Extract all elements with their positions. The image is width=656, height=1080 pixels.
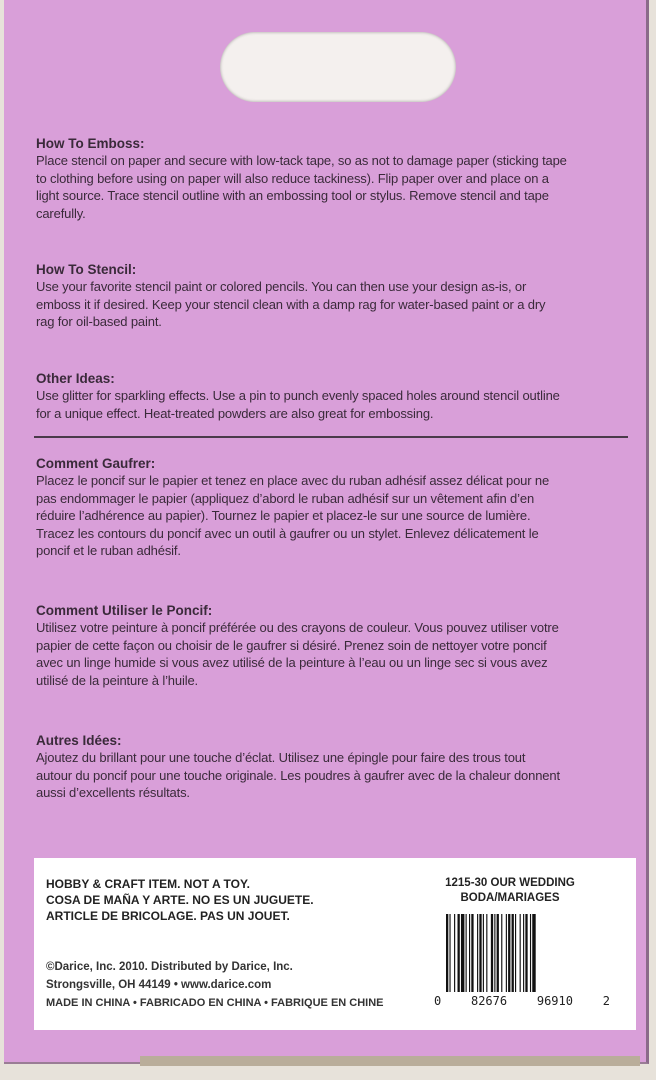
product-label bbox=[34, 858, 636, 1030]
section-line: to clothing before using on paper will also reduce tackiness). Flip paper over and place on a bbox=[36, 170, 549, 186]
distributor-block bbox=[46, 958, 406, 1012]
barcode-digit-group: 96910 bbox=[536, 994, 573, 1008]
section-comment-utiliser-poncif bbox=[36, 603, 636, 689]
section-line: Use glitter for sparkling effects. Use a pin to punch evenly spaced holes around stencil outline bbox=[36, 388, 560, 403]
section-line: carefully. bbox=[36, 205, 86, 221]
section-heading: Comment Utiliser le Poncif: bbox=[36, 603, 213, 618]
section-line: papier de cette façon ou choisir de le gaufrer si désiré. Prenez soin de nettoyer votre poncif bbox=[36, 637, 547, 653]
section-line: aussi d’excellents résultats. bbox=[36, 785, 190, 800]
info-line: ©Darice, Inc. 2010. Distributed by Darice, Inc. bbox=[46, 961, 293, 973]
section-heading: How To Emboss: bbox=[36, 136, 145, 151]
section-heading: Comment Gaufrer: bbox=[36, 456, 156, 471]
section-line: Place stencil on paper and secure with low-tack tape, so as not to damage paper (sticking tape bbox=[36, 153, 567, 168]
section-line: rag for oil-based paint. bbox=[36, 314, 162, 329]
section-autres-idees bbox=[36, 733, 636, 802]
barcode-digit-group: 2 bbox=[602, 994, 610, 1008]
section-line: utilisé de la peinture à l’huile. bbox=[36, 672, 198, 688]
section-line: pas endommager le papier (appliquez d’abord le ruban adhésif sur un vêtement afin d’en bbox=[36, 490, 535, 506]
section-line: Use your favorite stencil paint or colored pencils. You can then use your design as-is, or bbox=[36, 279, 527, 294]
warning-block bbox=[46, 876, 406, 924]
warning-line: ARTICLE DE BRICOLAGE. PAS UN JOUET. bbox=[46, 909, 290, 923]
section-line: Utilisez votre peinture à poncif préférée ou des crayons de couleur. Vous pouvez utiliser votre bbox=[36, 620, 559, 635]
barcode-icon bbox=[446, 914, 596, 992]
section-heading: Other Ideas: bbox=[36, 371, 115, 386]
language-divider bbox=[34, 436, 628, 438]
warning-line: HOBBY & CRAFT ITEM. NOT A TOY. bbox=[46, 877, 251, 891]
barcode-digits bbox=[434, 994, 610, 1008]
barcode-digit-group: 0 bbox=[434, 994, 442, 1008]
section-line: autour du poncif pour une touche originale. Les poudres à gaufrer avec de la chaleur donnent bbox=[36, 767, 560, 783]
section-how-to-emboss bbox=[36, 136, 636, 222]
section-line: Tracez les contours du poncif avec un outil à gaufrer ou un stylet. Enlevez délicatement le bbox=[36, 525, 539, 541]
info-line: Strongsville, OH 44149 • www.darice.com bbox=[46, 979, 272, 991]
section-heading: How To Stencil: bbox=[36, 262, 137, 277]
section-line: light source. Trace stencil outline with an embossing tool or stylus. Remove stencil and tape bbox=[36, 188, 549, 203]
sku-block bbox=[440, 876, 580, 906]
warning-line: COSA DE MAÑA Y ARTE. NO ES UN JUGUETE. bbox=[46, 893, 314, 907]
sku-subtitle: BODA/MARIAGES bbox=[460, 892, 560, 904]
section-other-ideas bbox=[36, 371, 636, 422]
hang-hole bbox=[220, 32, 456, 102]
section-line: poncif et le ruban adhésif. bbox=[36, 543, 181, 558]
section-line: Placez le poncif sur le papier et tenez en place avec du ruban adhésif assez délicat pour ne bbox=[36, 473, 550, 488]
section-comment-gaufrer bbox=[36, 456, 636, 560]
card-bottom-edge bbox=[140, 1056, 640, 1066]
section-line: réduire l’adhérence au papier). Tournez le papier et placez-le sur une source de lumière. bbox=[36, 508, 531, 523]
barcode-digit-group: 82676 bbox=[470, 994, 508, 1008]
section-line: for a unique effect. Heat-treated powders are also great for embossing. bbox=[36, 405, 434, 421]
section-heading: Autres Idées: bbox=[36, 733, 122, 748]
sku-code: 1215-30 OUR WEDDING bbox=[445, 877, 575, 889]
info-line: MADE IN CHINA • FABRICADO EN CHINA • FABRIQUE EN CHINE bbox=[46, 997, 384, 1009]
section-line: Ajoutez du brillant pour une touche d’éclat. Utilisez une épingle pour faire des trous tout bbox=[36, 750, 526, 765]
section-line: emboss it if desired. Keep your stencil clean with a damp rag for water-based paint or a dry bbox=[36, 296, 546, 312]
section-how-to-stencil bbox=[36, 262, 636, 331]
section-line: avec un linge humide si vous avez utilisé de la peinture à l’eau ou un linge sec si vous avez bbox=[36, 655, 548, 670]
